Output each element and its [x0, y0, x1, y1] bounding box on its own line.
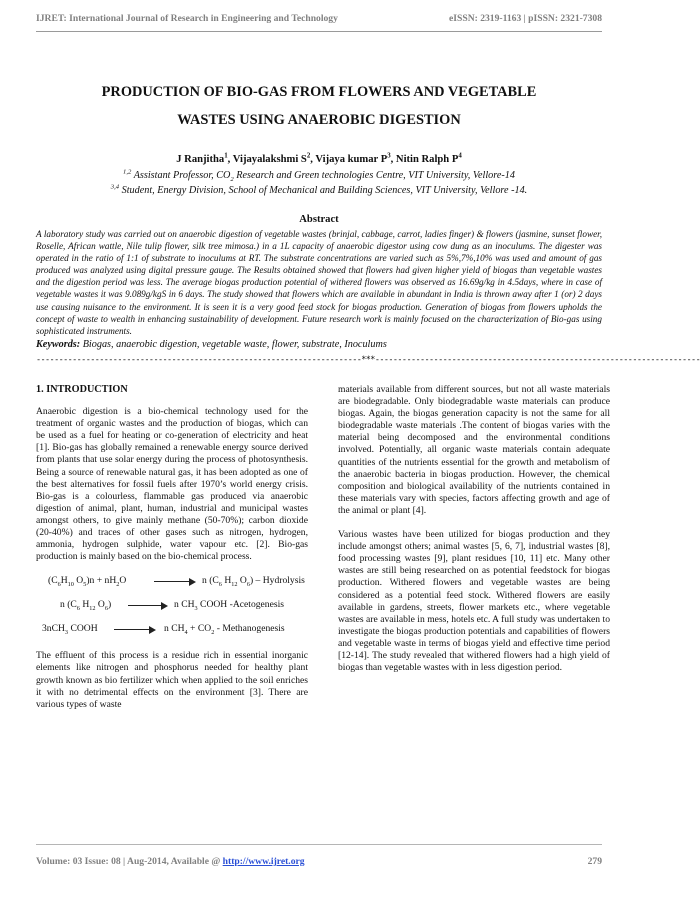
- intro-paragraph: materials available from different sources, but not all waste materials are biodegradable. Only biodegradable waste materials can produce biogas. Again, the biogas generation capacity is not the same for all biodegradable waste materials .The content of biogas varies with the material being decomposed and the environmental conditions involved. Potentially, all organic waste materials contain adequate quantities of the nutrients essential for the growth and metabolism of the anaerobic bacteria in biogas production. However, the chemical composition and biological availability of the nutrients contained in these materials vary with species, factors affecting growth and age of the animal or plant [4].: [338, 384, 610, 516]
- journal-name: IJRET: International Journal of Research in Engineering and Technology: [36, 13, 338, 24]
- equation-label: – Hydrolysis: [253, 575, 305, 587]
- abstract-heading: Abstract: [299, 214, 339, 225]
- intro-paragraph: The effluent of this process is a residue rich in essential inorganic elements like nitrogen and phosphorus needed for healthy plant growth known as bio fertilizer which when applied to the soil enriches it with no detrimental effects on the environment [3]. There are various types of waste: [36, 650, 308, 710]
- equation-label: -Acetogenesis: [227, 599, 284, 611]
- equation-methanogenesis: 3nCH$_3$ COOH n $CH_4 + CO_2$ - Methanogenesis: [42, 623, 285, 637]
- journal-link[interactable]: http://www.ijret.org: [222, 856, 305, 867]
- separator-dashes: ------------------------------------------------------------------------: [374, 355, 700, 365]
- keywords-label: Keywords:: [36, 339, 81, 350]
- reaction-arrow-icon: [128, 605, 166, 606]
- paper-title-line1: PRODUCTION OF BIO-GAS FROM FLOWERS AND VEGETABLE: [101, 84, 537, 100]
- footer-rule: [36, 844, 602, 845]
- reaction-arrow-icon: [154, 581, 194, 582]
- equation-hydrolysis: ($C_6H_{10}$ $O_5)n + nH_2O$ n ($C_6$ $H_{12}$ $O_6$) – Hydrolysis: [48, 575, 305, 589]
- equation-label: - Methanogenesis: [214, 623, 285, 635]
- separator-stars: ***: [361, 355, 375, 365]
- paper-title: [36, 78, 602, 134]
- intro-paragraph: Anaerobic digestion is a bio-chemical technology used for the treatment of organic wastes and the production of biogas, which can be used as a fuel for heating or co-generation of electricity and heat [1]. Bio-gas has globally remained a renewable energy source derived from plants that use solar energy during the process of photosynthesis. Being a source of renewable natural gas, it has been adopted as one of the best alternatives for fossil fuels after 1970’s world energy crisis. Bio-gas is a colourless, flammable gas produced via anaerobic digestion of animal, plant, human, industrial and municipal wastes amongst others, to give mainly methane (50-70%); carbon dioxide (20-40%) and traces of other gases such as nitrogen, hydrogen, ammonia, hydrogen sulphide, water vapour etc. [2]. Bio-gas production is mainly based on the bio-chemical process.: [36, 406, 308, 563]
- author-name: Vijayalakshmi S: [232, 154, 307, 165]
- reaction-arrow-icon: [114, 629, 154, 630]
- author-list: J Ranjitha$^1$, Vijayalakshmi $S^2$, Vijaya kumar $P^3$, Nitin Ralph $P^4$: [176, 152, 462, 165]
- affiliation: [36, 185, 602, 196]
- affiliation-text: Student, Energy Division, School of Mechanical and Building Sciences, VIT University, Vellore -14.: [121, 185, 528, 196]
- author-name: Nitin Ralph P: [395, 154, 459, 165]
- affiliation: [36, 168, 602, 184]
- author-name: Vijaya kumar P: [315, 154, 388, 165]
- affiliation-sub: 2: [230, 176, 234, 184]
- abstract-text: A laboratory study was carried out on anaerobic digestion of vegetable wastes (brinjal, cabbage, carrot, ladies finger) & flowers (jasmine, sunset flower, Roselle, African wattle, Nile tulip flower, silk tree mimosa.) in a 1L capacity of anaerobic digestor using cow dung as an inoculums. The digester was operated in the ratio of 1:1 of substrate to inoculums at RT. The substrate concentrations are varied such as 5%,7%,10% was used and amount of gas produced was analyzed using digital pressure gauge. The Results obtained showed that flowers had given higher yield of biogas than vegetable wastes and the digestion period was less. The average biogas production potential of withered flowers was observed as 16.69g/kg in 4.5days, where in case of vegetable wastes it was 9.089g/kgS in 6 days. The study showed that flowers which are available in abundant in India is thrown away after 1 (or) 2 days use causing nuisance to the environment. It is seen it is a very good feed stock for biogas production. Generation of biogas from flowers upholds the concept of waste to wealth in enhancing sustainability of development. Future research work is mainly focused on the characterization of Bio-gas using sophisticated instruments.: [36, 229, 602, 336]
- author-sup: 3: [387, 152, 391, 160]
- affiliation-sup: 1,2: [123, 168, 132, 176]
- affiliation-text: Research and Green technologies Centre, VIT University, Vellore-14: [233, 170, 515, 181]
- running-header: [36, 13, 602, 25]
- keywords: [36, 339, 602, 350]
- affiliation-text: Assistant Professor, CO: [133, 170, 231, 181]
- equation-acetogenesis: n ($C_6$ $H_{12}$ $O_6$) n $CH_3$ COOH -Acetogenesis: [60, 599, 284, 613]
- affiliation-sup: 3,4: [110, 183, 120, 191]
- author-sup: 1: [224, 152, 228, 160]
- author-sup: 4: [458, 152, 462, 160]
- section-heading: 1. INTRODUCTION: [36, 384, 128, 395]
- author-sup: 2: [306, 152, 311, 160]
- left-column: [36, 384, 308, 711]
- header-rule: [36, 31, 602, 32]
- intro-paragraph: Various wastes have been utilized for biogas production and they include amongst others; animal wastes [5, 6, 7], industrial wastes [8], food processing wastes [9], plant residues [10, 11] etc. Many other wastes are still being researched on as potential feedstock for biogas production. Withered flowers and vegetable wastes are being considered as a potential feed stock. Withered flowers are easily available in gardens, streets, flower markets etc., where vegetable wastes are available in mess, hotels etc. A full study was undertaken to investigate the biogas production potentials and capabilities of flowers and vegetable waste in terms of biogas yield and effective time period [12-14]. The study revealed that withered flowers had a high yield of biogas than vegetable wastes with in less digestion period.: [338, 529, 610, 674]
- page-number: 279: [587, 856, 602, 867]
- issn-info: eISSN: 2319-1163 | pISSN: 2321-7308: [449, 13, 602, 24]
- volume-info: Volume: 03 Issue: 08 | Aug-2014, Available @: [36, 856, 223, 867]
- right-column: [338, 384, 610, 674]
- paper-title-line2: WASTES USING ANAEROBIC DIGESTION: [177, 112, 461, 128]
- keywords-text: Biogas, anaerobic digestion, vegetable waste, flower, substrate, Inoculums: [80, 339, 387, 350]
- separator-dashes: ------------------------------------------------------------------------: [36, 355, 362, 365]
- section-separator: [36, 355, 700, 365]
- author-name: J Ranjitha: [176, 154, 225, 165]
